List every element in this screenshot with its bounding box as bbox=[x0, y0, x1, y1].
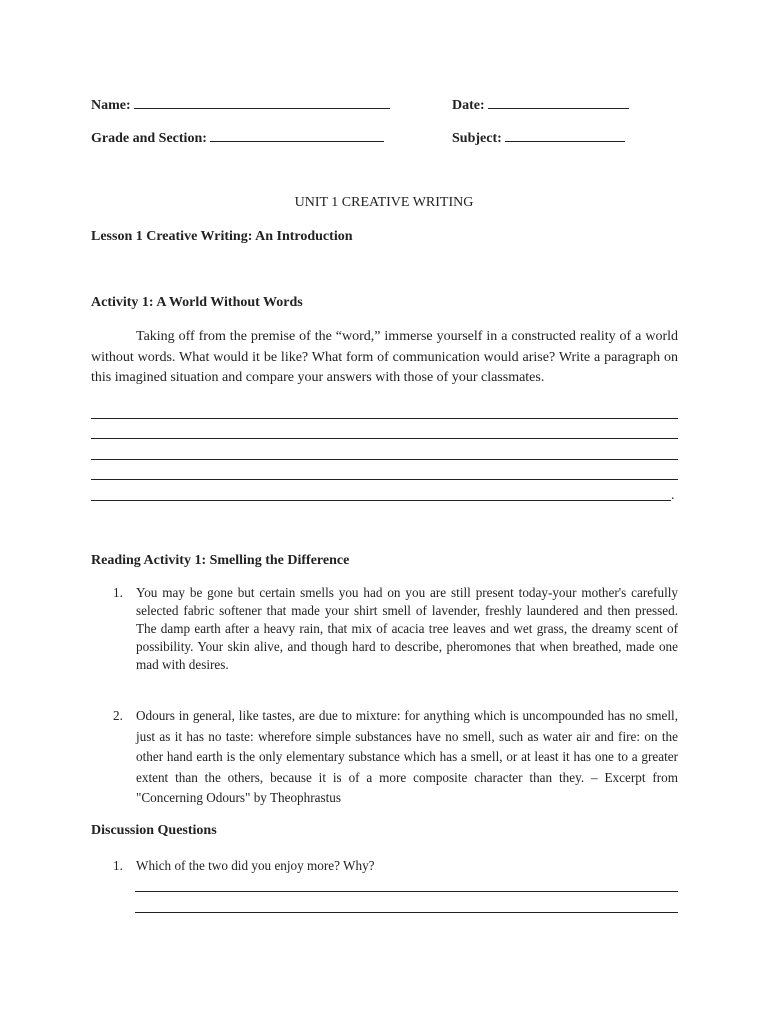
reading-item-number: 2. bbox=[113, 708, 123, 723]
date-field[interactable] bbox=[452, 95, 629, 114]
reading-item-2: Odours in general, like tastes, are due to mixture: for anything which is uncompounded has no smell, just as it has no taste: wherefore simple substances have no smell, such as water air and fire: on the other hand earth is the only elementary substance which has a smell, or at least it has one to a greater extent than the others, because it is of a more composite character than they. – Excerpt from "Concerning Odours" by Theophrastus bbox=[136, 708, 678, 806]
question-answer-line-1[interactable] bbox=[135, 891, 678, 892]
date-blank[interactable] bbox=[488, 95, 629, 109]
question-answer-line-2[interactable] bbox=[135, 912, 678, 913]
subject-blank[interactable] bbox=[505, 128, 625, 142]
lesson-title: Lesson 1 Creative Writing: An Introduction bbox=[91, 229, 353, 244]
answer-line-2[interactable] bbox=[91, 438, 678, 439]
answer-line-1[interactable] bbox=[91, 418, 678, 419]
answer-line-4[interactable] bbox=[91, 479, 678, 480]
activity-1-title: Activity 1: A World Without Words bbox=[91, 295, 303, 310]
grade-section-blank[interactable] bbox=[210, 128, 384, 142]
grade-section-label: Grade and Section: bbox=[91, 131, 207, 146]
answer-end-mark: . bbox=[671, 488, 675, 503]
reading-item-number: 1. bbox=[113, 585, 123, 600]
grade-section-field[interactable] bbox=[91, 128, 384, 147]
name-label: Name: bbox=[91, 98, 131, 113]
question-1: Which of the two did you enjoy more? Why? bbox=[136, 858, 375, 873]
answer-line-5[interactable] bbox=[91, 500, 671, 501]
name-blank[interactable] bbox=[134, 95, 390, 109]
subject-label: Subject: bbox=[452, 131, 502, 146]
discussion-title: Discussion Questions bbox=[91, 823, 217, 838]
date-label: Date: bbox=[452, 98, 485, 113]
question-number: 1. bbox=[113, 858, 123, 873]
subject-field[interactable] bbox=[452, 128, 625, 147]
unit-title: UNIT 1 CREATIVE WRITING bbox=[294, 195, 474, 210]
reading-item-1: You may be gone but certain smells you had on you are still present today-your mother's carefully selected fabric softener that made your shirt smell of lavender, freshly laundered and then pressed. The damp earth after a heavy rain, that mix of acacia tree leaves and wet grass, the dreamy scent of possibility. Your skin alive, and though hard to describe, pheromones that when breathed, made one mad with desires. bbox=[136, 585, 678, 672]
reading-activity-title: Reading Activity 1: Smelling the Difference bbox=[91, 553, 350, 568]
answer-line-3[interactable] bbox=[91, 459, 678, 460]
name-field[interactable] bbox=[91, 95, 390, 114]
activity-1-instructions: Taking off from the premise of the “word,” immerse yourself in a constructed reality of a world without words. What would it be like? What form of communication would arise? Write a paragraph on this imagined situation and compare your answers with those of your classmates. bbox=[91, 329, 678, 385]
